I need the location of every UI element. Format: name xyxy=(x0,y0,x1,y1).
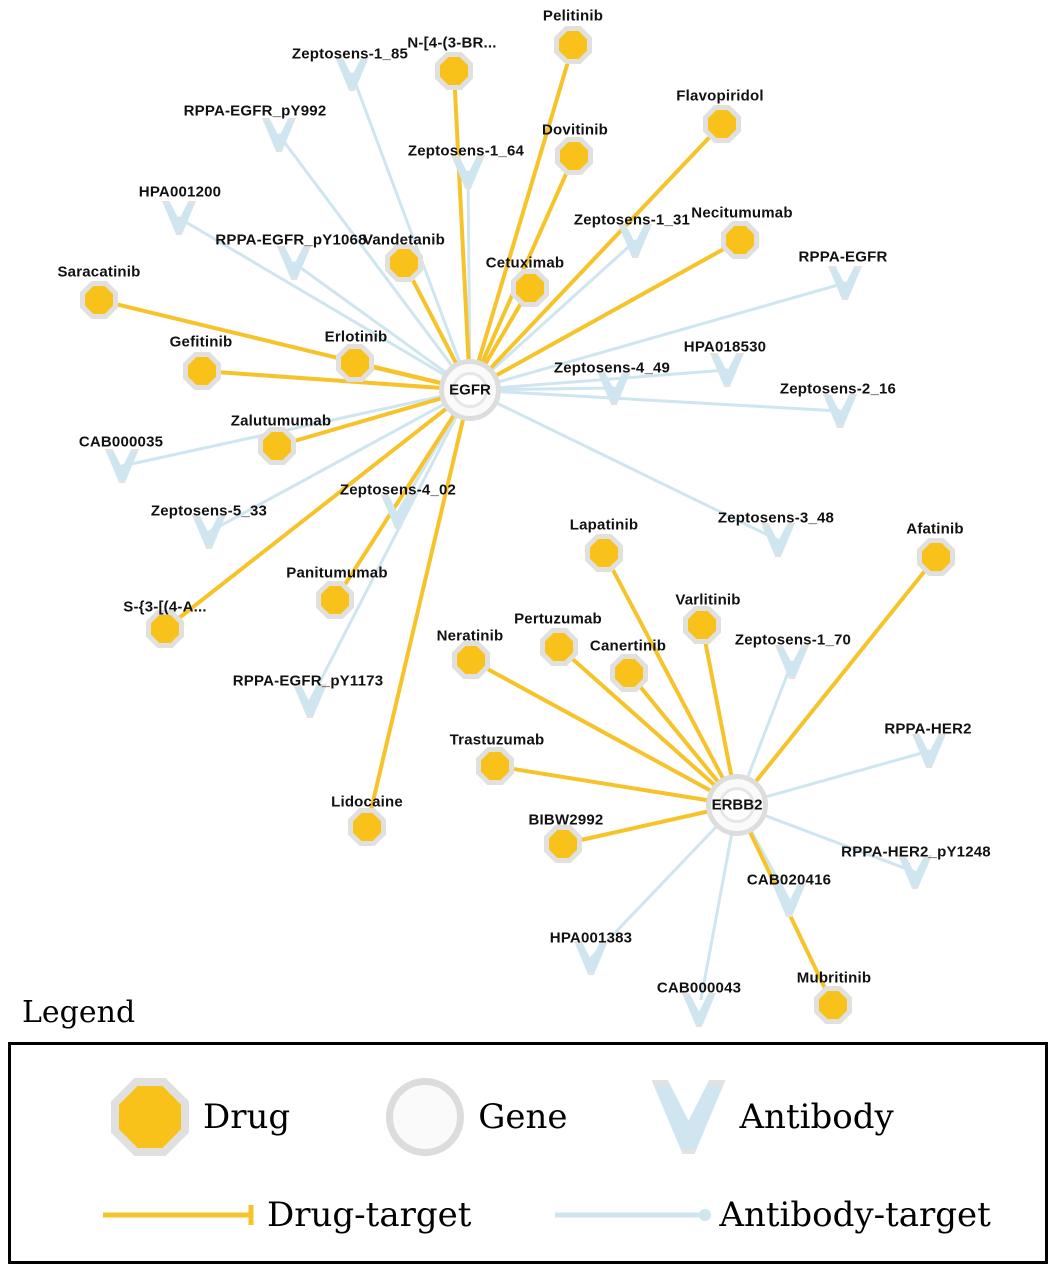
antibody-chevron-icon xyxy=(828,266,862,300)
antibody-node-label: RPPA-EGFR_pY992 xyxy=(183,102,327,120)
antibody-node[interactable] xyxy=(192,515,226,549)
antibody-node[interactable] xyxy=(775,645,809,679)
drug-octagon-icon xyxy=(683,606,721,644)
antibody-node-label: Zeptosens-4_49 xyxy=(553,359,671,377)
antibody-node-label: CAB020416 xyxy=(746,871,832,889)
antibody-chevron-icon xyxy=(262,118,296,152)
drug-octagon-icon xyxy=(544,825,582,863)
drug-octagon-icon xyxy=(336,344,374,382)
drug-octagon-icon xyxy=(814,986,852,1024)
drug-node-label: Erlotinib xyxy=(324,328,388,346)
antibody-node-label: RPPA-EGFR_pY1068 xyxy=(215,231,367,249)
antibody-node[interactable] xyxy=(618,224,652,258)
drug-octagon-icon xyxy=(452,641,490,679)
drug-node[interactable] xyxy=(555,137,593,175)
drug-octagon-icon xyxy=(385,244,423,282)
antibody-node-label: Zeptosens-4_02 xyxy=(339,481,457,499)
drug-node[interactable] xyxy=(540,628,578,666)
antibody-chevron-icon xyxy=(710,353,744,387)
antibody-node-label: Zeptosens-1_31 xyxy=(573,211,691,229)
antibody-node-label: HPA018530 xyxy=(683,338,767,356)
drug-node-label: Lidocaine xyxy=(331,793,403,811)
legend-antibody-target-label: Antibody-target xyxy=(719,1195,991,1235)
antibody-node[interactable] xyxy=(761,523,795,557)
drug-octagon-icon xyxy=(111,1078,189,1156)
drug-octagon-icon xyxy=(917,538,955,576)
antibody-chevron-icon xyxy=(451,155,485,189)
antibody-chevron-icon xyxy=(162,201,196,235)
antibody-chevron-icon xyxy=(823,394,857,428)
antibody-node-label: CAB000043 xyxy=(656,979,742,997)
drug-node[interactable] xyxy=(348,808,386,846)
drug-octagon-icon xyxy=(316,581,354,619)
drug-octagon-icon xyxy=(476,747,514,785)
drug-node-label: Cetuximab xyxy=(485,254,565,272)
drug-node[interactable] xyxy=(544,825,582,863)
drug-node[interactable] xyxy=(703,105,741,143)
drug-octagon-icon xyxy=(435,52,473,90)
drug-node-label: BIBW2992 xyxy=(528,811,604,829)
drug-node-label: Neratinib xyxy=(436,627,504,645)
drug-node-label: Saracatinib xyxy=(57,263,141,281)
drug-node[interactable] xyxy=(476,747,514,785)
drug-node-label: Panitumumab xyxy=(286,564,388,582)
legend-box xyxy=(8,1042,1048,1264)
antibody-chevron-icon xyxy=(775,645,809,679)
drug-node[interactable] xyxy=(258,427,296,465)
drug-node[interactable] xyxy=(610,654,648,692)
drug-node[interactable] xyxy=(917,538,955,576)
antibody-chevron-icon xyxy=(192,515,226,549)
drug-node[interactable] xyxy=(814,986,852,1024)
drug-node-label: Trastuzumab xyxy=(449,731,545,749)
drug-octagon-icon xyxy=(610,654,648,692)
antibody-node[interactable] xyxy=(381,495,415,529)
legend-antibody xyxy=(652,1080,894,1154)
antibody-chevron-icon xyxy=(652,1080,726,1154)
drug-node[interactable] xyxy=(511,269,549,307)
antibody-node[interactable] xyxy=(828,266,862,300)
antibody-target-edge-icon xyxy=(555,1203,715,1227)
antibody-chevron-icon xyxy=(682,993,716,1027)
drug-octagon-icon xyxy=(80,281,118,319)
antibody-node[interactable] xyxy=(162,201,196,235)
drug-octagon-icon xyxy=(554,26,592,64)
drug-node-label: Dovitinib xyxy=(542,121,608,139)
legend-antibody-label: Antibody xyxy=(739,1097,894,1137)
legend-drug-target-edge xyxy=(103,1195,471,1235)
legend-title: Legend xyxy=(22,995,136,1030)
drug-target-edge-icon xyxy=(103,1203,263,1227)
antibody-node[interactable] xyxy=(710,353,744,387)
antibody-node[interactable] xyxy=(262,118,296,152)
drug-node-label: Afatinib xyxy=(906,520,964,538)
antibody-node-label: RPPA-HER2_pY1248 xyxy=(841,843,991,861)
antibody-node-label: HPA001200 xyxy=(138,183,222,201)
drug-node-label: Canertinib xyxy=(589,637,667,655)
drug-octagon-icon xyxy=(183,352,221,390)
drug-node-label: Varlitinib xyxy=(675,591,741,609)
drug-node[interactable] xyxy=(435,52,473,90)
drug-octagon-icon xyxy=(540,628,578,666)
antibody-chevron-icon xyxy=(618,224,652,258)
legend-drug-target-label: Drug-target xyxy=(267,1195,472,1235)
antibody-chevron-icon xyxy=(761,523,795,557)
legend-gene xyxy=(386,1078,567,1156)
legend-gene-label: Gene xyxy=(478,1097,568,1137)
drug-node[interactable] xyxy=(452,641,490,679)
antibody-node[interactable] xyxy=(912,734,946,768)
drug-octagon-icon xyxy=(258,427,296,465)
legend-drug-label: Drug xyxy=(203,1097,291,1137)
antibody-node-label: Zeptosens-3_48 xyxy=(717,509,835,527)
drug-node-label: Mubritinib xyxy=(796,969,872,987)
drug-octagon-icon xyxy=(555,137,593,175)
antibody-node-label: HPA001383 xyxy=(549,929,633,947)
legend-antibody-target-edge xyxy=(555,1195,990,1235)
antibody-node[interactable] xyxy=(823,394,857,428)
drug-node-label: Gefitinib xyxy=(169,333,233,351)
antibody-node-label: Zeptosens-1_70 xyxy=(734,631,852,649)
antibody-node[interactable] xyxy=(451,155,485,189)
drug-node-label: N-[4-(3-BR... xyxy=(407,34,497,52)
drug-node[interactable] xyxy=(146,610,184,648)
drug-node-label: Flavopiridol xyxy=(676,87,764,105)
antibody-node-label: Zeptosens-2_16 xyxy=(779,380,897,398)
antibody-node[interactable] xyxy=(105,449,139,483)
antibody-chevron-icon xyxy=(105,449,139,483)
antibody-node-label: Zeptosens-5_33 xyxy=(150,502,268,520)
drug-node[interactable] xyxy=(385,244,423,282)
antibody-node-label: Zeptosens-1_85 xyxy=(291,45,409,63)
antibody-node-label: RPPA-EGFR xyxy=(798,248,888,266)
gene-node-label: ERBB2 xyxy=(711,796,763,814)
antibody-node-label: CAB000035 xyxy=(78,433,164,451)
drug-node-label: Lapatinib xyxy=(569,516,639,534)
antibody-node-label: Zeptosens-1_64 xyxy=(407,142,525,160)
drug-octagon-icon xyxy=(146,610,184,648)
antibody-chevron-icon xyxy=(277,246,311,280)
drug-node-label: Pertuzumab xyxy=(514,610,602,628)
drug-octagon-icon xyxy=(721,221,759,259)
drug-node-label: Necitumumab xyxy=(691,204,793,222)
antibody-node-label: RPPA-HER2 xyxy=(884,720,972,738)
drug-node[interactable] xyxy=(585,534,623,572)
drug-node[interactable] xyxy=(316,581,354,619)
antibody-chevron-icon xyxy=(912,734,946,768)
drug-node-label: S-{3-[(4-A... xyxy=(123,598,207,616)
drug-node-label: Zalutumumab xyxy=(230,412,332,430)
drug-octagon-icon xyxy=(703,105,741,143)
drug-octagon-icon xyxy=(348,808,386,846)
drug-node[interactable] xyxy=(683,606,721,644)
gene-node-label: EGFR xyxy=(449,381,491,399)
legend-drug xyxy=(111,1078,290,1156)
drug-octagon-icon xyxy=(511,269,549,307)
drug-node[interactable] xyxy=(183,352,221,390)
drug-node[interactable] xyxy=(554,26,592,64)
drug-node-label: Vandetanib xyxy=(362,231,446,249)
drug-node-label: Pelitinib xyxy=(542,7,604,25)
antibody-node[interactable] xyxy=(277,246,311,280)
drug-node[interactable] xyxy=(80,281,118,319)
antibody-node[interactable] xyxy=(682,993,716,1027)
gene-circle-icon xyxy=(386,1078,464,1156)
drug-node[interactable] xyxy=(721,221,759,259)
antibody-chevron-icon xyxy=(381,495,415,529)
drug-octagon-icon xyxy=(585,534,623,572)
antibody-node-label: RPPA-EGFR_pY1173 xyxy=(232,672,384,690)
drug-node[interactable] xyxy=(336,344,374,382)
